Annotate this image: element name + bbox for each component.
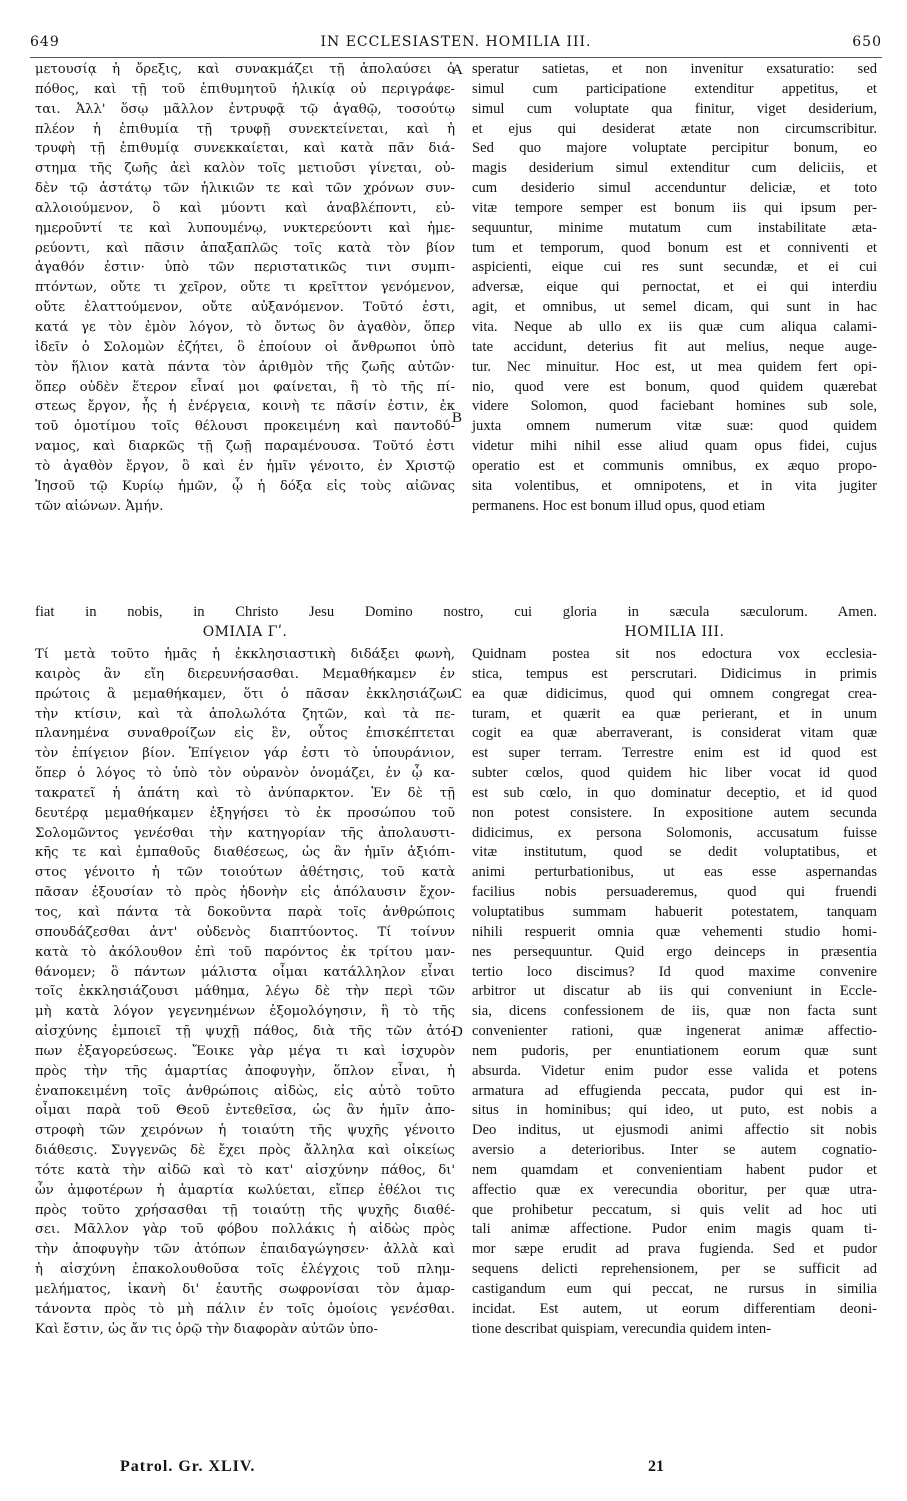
text-line: καιρὸς ἂν εἴη διερευνήσασθαι. Μεμαθήκαμεν ἐν bbox=[35, 666, 455, 682]
text-line: τῶν αἰώνων. Ἀμήν. bbox=[35, 498, 164, 514]
text-line: δὲν τῷ ἀστάτῳ τῶν ἡλικιῶν τε καὶ τῶν χρόνων συν- bbox=[35, 181, 455, 197]
text-line: que prohibetur peccatum, si quis velit ad hoc uti bbox=[472, 1201, 877, 1218]
text-line: οὔτε ἐλαττούμενον, οὔτε αὐξανόμενον. Τοῦτό ἐστι, bbox=[35, 300, 455, 316]
text-line: nihili respuerit omnia quæ vehementi studio homi- bbox=[472, 923, 877, 940]
text-line: stica, tempus est perscrutari. Didicimus in primis bbox=[472, 665, 877, 682]
text-line: τὸ ἀγαθὸν ἔργον, ὃ καὶ ἐν ἡμῖν γένοιτο, ἐν Χριστῷ bbox=[35, 458, 455, 474]
text-line: μὴ κατὰ λόγον γεγενημένων ἐξομολόγησιν, ἣ τὸ τῆς bbox=[35, 1004, 455, 1020]
text-line: armatura ad effugienda peccata, pudor qui est in- bbox=[472, 1082, 877, 1099]
text-line: τακρατεῖ ἡ ἀπάτη καὶ τὸ ἀνύπαρκτον. Ἐν δὲ τῇ bbox=[35, 785, 455, 801]
text-line: πᾶσαν ἐξουσίαν τὸ πρὸς ἡδονὴν εἰς ἀπόλαυσιν ἔχον- bbox=[35, 885, 455, 901]
text-line: cum desiderio simul accenduntur deliciæ, et toto bbox=[472, 180, 877, 197]
text-line: operatio est et communis omnibus, ex æquo propo- bbox=[472, 457, 877, 474]
text-line: vitæ institutum, quod se dedit voluptatibus, et bbox=[472, 844, 877, 861]
text-line: tione describat quispiam, verecundia quidem inten- bbox=[472, 1320, 772, 1337]
text-line: κῆς τε καὶ ἐμπαθοῦς διαθέσεως, ὡς ἂν ἡμῖν ἀξιόπι- bbox=[35, 845, 455, 861]
greek-column-bottom bbox=[35, 645, 455, 1340]
text-line: adversæ, eique qui pernoctat, et ei qui interdiu bbox=[472, 279, 877, 296]
footer-series-label: Patrol. Gr. XLIV. bbox=[120, 1458, 256, 1475]
text-line: non potest consistere. In expositione autem secunda bbox=[472, 804, 877, 821]
text-line: aversio a deterioribus. Inter se autem cognatio- bbox=[472, 1142, 877, 1159]
text-line: nes persequuntur. Quid ergo deinceps in præsentia bbox=[472, 943, 877, 960]
text-line: πόθος, καὶ τῇ τοῦ ἐπιθυμητοῦ ἡλικίᾳ οὐ περιγράφε- bbox=[35, 81, 455, 97]
text-line: tur. Nec minuitur. Hoc est, ut mea quidem fert opi- bbox=[472, 358, 877, 375]
text-line: nio, quod vere est bonum, quod quidem quærebat bbox=[472, 378, 877, 395]
text-line: ἰδεῖν ὁ Σολομὼν ἐζήτει, ὃ ἐποίουν οἱ ἄνθρωποι ὑπὸ bbox=[35, 339, 455, 355]
text-line: magis desiderium simul extenditur cum deliciis, et bbox=[472, 160, 877, 177]
text-line: τὴν ἀποφυγὴν τῶν ἀτόπων ἐπαιδαγώγησεν· ἀλλὰ καὶ bbox=[35, 1242, 455, 1258]
text-line: simul cum voluptate qua finitur, viget desiderium, bbox=[472, 100, 877, 117]
latin-column-bottom bbox=[472, 645, 877, 1340]
text-line: Deo inditus, ut ejusmodi animi affectio sit nobis bbox=[472, 1122, 877, 1139]
text-line: ναμος, καὶ διαρκῶς τῇ ζωῇ παραμένουσα. Τοῦτό ἐστι bbox=[35, 439, 455, 455]
text-line: ἀγαθόν ἐστιν· ὑπὸ τῶν περιστατικῶς τινι συμπι- bbox=[35, 260, 455, 276]
text-line: aspicienti, eique cui res sunt secundæ, et ei cui bbox=[472, 259, 877, 276]
text-line: σπουδάζεσθαι ἀντ' οὐδενὸς διαπτύοντος. Τί τοίνυν bbox=[35, 924, 455, 940]
text-line: αλλοιούμενον, ὃ καὶ μύοντι καὶ ἀναβλέποντι, εὐ- bbox=[35, 200, 455, 216]
text-line: mor sæpe erudit ad prava fugienda. Sed et pudor bbox=[472, 1241, 877, 1258]
text-line: στημα τῆς ζωῆς ἀεὶ καλὸν τοῖς μετιοῦσι γίνεται, οὐ- bbox=[35, 161, 455, 177]
text-line: στος γένοιτο ἡ τῶν τοιούτων ἀθέτησις, τοῦ κατὰ bbox=[35, 865, 455, 881]
margin-marker-a: A bbox=[452, 62, 463, 78]
text-line: τὸν ἐπίγειον βίον. Ἐπίγειον γάρ ἐστι τὸ ὑπουράνιον, bbox=[35, 746, 455, 762]
text-line: ται. Ἀλλ' ὅσῳ μᾶλλον ἐντρυφᾷ τῷ ἀγαθῷ, τοσούτῳ bbox=[35, 101, 455, 117]
text-line: Quidnam postea sit nos edoctura vox ecclesia- bbox=[472, 646, 877, 662]
text-line: sequuntur, minime mutatum cum instabilitate æta- bbox=[472, 219, 877, 236]
text-line: videtur mihi nihil esse aliud quam opus fidei, cujus bbox=[472, 438, 877, 455]
text-line: πλανημένα συναθροίζων εἰς ἓν, οὗτος ἐπισκέπτεται bbox=[35, 726, 455, 742]
text-line: ρεύοντι, καὶ πᾶσιν ἁπαξαπλῶς τοῖς κατὰ τὸν βίον bbox=[35, 240, 455, 256]
text-line: arbitror ut discatur ab iis qui conveniunt in Eccle- bbox=[472, 983, 877, 1000]
left-page-number: 649 bbox=[30, 34, 60, 50]
text-line: agit, et omnibus, ut semel dicam, qui sunt in hac bbox=[472, 299, 877, 316]
text-line: πρώτοις ἃ μεμαθήκαμεν, ὅτι ὁ πᾶσαν ἐκκλησιάζων bbox=[35, 686, 455, 702]
text-line: sequens delicti reprehensionem, per se sufficit ad bbox=[472, 1261, 877, 1278]
text-line: simul cum participatione extenditur appetitus, et bbox=[472, 80, 877, 97]
margin-marker-c: C bbox=[452, 686, 463, 702]
text-line: turam, et quærit ea quæ perierant, et in unum bbox=[472, 705, 877, 722]
text-line: nem pudoris, per enuntiationem eorum quæ sunt bbox=[472, 1042, 877, 1059]
text-line: τὸν ἥλιον κατὰ πάντα τὸν ἀριθμὸν τῆς ζωῆς αὐτῶν· bbox=[35, 359, 455, 375]
right-page-number: 650 bbox=[852, 34, 882, 50]
text-line: tum et temporum, quod bonum est et conniventi et bbox=[472, 239, 877, 256]
text-line: πρὸς τὴν τῆς ἁμαρτίας ἀποφυγὴν, ὅπλον εἶναι, ἡ bbox=[35, 1063, 455, 1079]
text-line: κατά γε τὸν ἐμὸν λόγον, τὸ ὄντως ὂν ἀγαθὸν, ὅπερ bbox=[35, 319, 455, 335]
text-line: didicimus, ex persona Solomonis, accusatum fuisse bbox=[472, 824, 877, 841]
text-line: affectio quæ ex verecundia oboritur, per quæ utra- bbox=[472, 1181, 877, 1198]
text-line: τος, καὶ πάντα τὰ δοκοῦντα παρὰ τοῖς ἀνθρώποις bbox=[35, 904, 455, 920]
text-line: convenienter rationi, quæ ingenerat animæ affectio- bbox=[472, 1023, 877, 1040]
greek-homily-heading: ΟΜΙΛΙΑ Γʹ. bbox=[202, 624, 288, 640]
text-line: est super terram. Terrestre enim est id quod est bbox=[472, 745, 877, 762]
text-line: incidat. Est autem, ut eorum differentiam deoni- bbox=[472, 1300, 877, 1317]
text-line: speratur satietas, et non invenitur exsaturatio: sed bbox=[472, 61, 877, 77]
text-line: tertio loco discimus? Id quod maxime convenire bbox=[472, 963, 877, 980]
text-line: ὅπερ οὐδὲν ἕτερον εἶναί μοι φαίνεται, ἢ τὸ τῆς πί- bbox=[35, 379, 455, 395]
text-line: στροφὴ τῶν χειρόνων ἡ τοιαύτη τῆς ψυχῆς γένοιτο bbox=[35, 1123, 455, 1139]
text-line: μετουσίᾳ ἡ ὄρεξις, καὶ συνακμάζει τῇ ἀπολαύσει ὁ bbox=[35, 62, 455, 77]
text-line: τάνοντα πρὸς τὸ μὴ πάλιν ἐν τοῖς ὁμοίοις γενέσθαι. bbox=[35, 1301, 455, 1317]
text-line: Σολομῶντος γενέσθαι τὴν κατηγορίαν τῆς ἀπολαυστι- bbox=[35, 825, 455, 841]
text-line: δευτέρᾳ μεμαθήκαμεν ἐξηγήσει τὸ ἐκ προσώπου τοῦ bbox=[35, 805, 455, 821]
text-line: τότε κατὰ τὴν αἰδῶ καὶ τὸ κατ' αἰσχύνην πάθος, δι' bbox=[35, 1162, 455, 1178]
closing-doxology-line: fiat in nobis, in Christo Jesu Domino nostro, cui gloria in sæcula sæculorum. Amen. bbox=[35, 604, 877, 620]
text-line: permanens. Hoc est bonum illud opus, quod etiam bbox=[472, 497, 766, 514]
text-line: διάθεσις. Συγγενῶς δὲ ἔχει πρὸς ἄλληλα καὶ οἰκείως bbox=[35, 1143, 455, 1159]
text-line: juxta omnem numerum vitæ suæ: quod quidem bbox=[472, 418, 877, 435]
text-line: μελήματος, ἱκανὴ δι' ἑαυτῆς σωφρονίσαι τὸν ἁμαρ- bbox=[35, 1282, 455, 1297]
text-line: τὴν κτίσιν, καὶ τὰ ἀπολωλότα ζητῶν, καὶ τὰ πε- bbox=[35, 706, 455, 722]
text-line: Καὶ ἔστιν, ὡς ἄν τις ὁρῷ τὴν διαφορὰν αὐτῶν ὑπο- bbox=[35, 1321, 378, 1337]
text-line: πλέον ἡ ἐπιθυμία τῇ τρυφῇ συνεκτείνεται, καὶ ἡ bbox=[35, 121, 455, 137]
text-line: οἶμαι παρὰ τοῦ Θεοῦ ἐντεθεῖσα, ὡς ἂν ἡμῖν ἀπο- bbox=[35, 1103, 455, 1119]
text-line: et ejus qui desiderat ætate non circumscribitur. bbox=[472, 120, 877, 137]
text-line: vita. Neque ab ullo ex iis quæ cum aliqua calami- bbox=[472, 318, 877, 335]
text-line: αἰσχύνης ἐμποιεῖ τῇ ψυχῇ πάθος, διὰ τῆς τῶν ἀτό- bbox=[35, 1024, 455, 1040]
text-line: ἐναποκειμένη τοῖς ἀνθρώποις αἰδὼς, εἰς αὐτὸ τοῦτο bbox=[35, 1083, 455, 1099]
text-line: voluptatibus summam habuerit potestatem, tanquam bbox=[472, 903, 877, 920]
text-line: θάνομεν; ὃ πάντων μάλιστα οἶμαι κατάλληλον εἶναι bbox=[35, 964, 455, 980]
text-line: τρυφὴ τῇ ἐπιθυμίᾳ συνεκκαίεται, καὶ κατὰ πᾶν διά- bbox=[35, 141, 455, 157]
text-line: situs in hominibus; qui ideo, ut puto, est nobis a bbox=[472, 1102, 877, 1119]
margin-markers bbox=[450, 0, 470, 1501]
latin-homily-heading: HOMILIA III. bbox=[624, 624, 725, 640]
text-line: cogit ea quæ aberraverant, is considerat vitam quæ bbox=[472, 725, 877, 742]
text-line: sita volentibus, et omnipotens, et in vita jugiter bbox=[472, 477, 877, 494]
footer-signature-number: 21 bbox=[648, 1458, 664, 1475]
text-line: πτόντων, οὔτε τι χεῖρον, οὔτε τι κρεῖττον γενόμενον, bbox=[35, 280, 455, 296]
text-line: Ἰησοῦ τῷ Κυρίῳ ἡμῶν, ᾧ ἡ δόξα εἰς τοὺς αἰῶνας bbox=[35, 478, 455, 494]
text-line: tali animæ affectione. Pudor enim magis quam ti- bbox=[472, 1221, 877, 1238]
text-line: ὅπερ ὁ λόγος τὸ ὑπὸ τὸν οὐρανὸν ὀνομάζει, ἐν ᾧ κα- bbox=[35, 766, 455, 782]
text-line: castigandum eum qui peccat, ne rursus in similia bbox=[472, 1281, 877, 1297]
text-line: ἡ αἰσχύνη ἐπακολουθοῦσα τοῖς ἐλέγχοις τοῦ πλημ- bbox=[35, 1262, 455, 1278]
text-line: sia, dicens confessionem de iis, quæ non facta sunt bbox=[472, 1003, 877, 1020]
text-line: ea quæ didicimus, quod qui omnem congregat crea- bbox=[472, 685, 877, 702]
text-line: tate accidunt, deterius fit aut melius, neque auge- bbox=[472, 338, 877, 355]
text-line: vitæ tempore semper est bonum iis qui ipsum per- bbox=[472, 199, 877, 216]
text-line: est sub cœlo, in quo dominatur deceptio, et id quod bbox=[472, 784, 877, 801]
text-line: σει. Μᾶλλον γὰρ τοῦ φόβου πολλάκις ἡ αἰδὼς πρὸς bbox=[35, 1222, 455, 1238]
text-line: ημεροῦντί τε καὶ λυπουμένῳ, νυκτερεύοντι καὶ ἡμε- bbox=[35, 220, 455, 236]
text-line: τοῦ ὁμοτίμου τοῖς θέλουσι προκειμένη καὶ παντοδύ- bbox=[35, 419, 455, 435]
text-line: Τί μετὰ τοῦτο ἡμᾶς ἡ ἐκκλησιαστικὴ διδάξει φωνὴ, bbox=[35, 647, 455, 662]
margin-marker-b: B bbox=[452, 410, 463, 426]
text-line: στεως ἔργον, ἧς ἡ ἐνέργεια, κοινὴ τε πᾶσίν ἐστιν, ἐκ bbox=[35, 399, 455, 415]
text-line: κατὰ τὸ ἀκόλουθον ἐπὶ τοῦ παρόντος ἐκ τρίτου μαν- bbox=[35, 944, 455, 960]
text-line: πων ἐξαγορεύσεως. Ἔοικε γὰρ μέγα τι καὶ ἰσχυρὸν bbox=[35, 1043, 455, 1059]
greek-column-top bbox=[35, 60, 455, 516]
text-line: Sed quo majore voluptate percipitur bonum, eo bbox=[472, 140, 877, 157]
text-line: absurda. Videtur enim pudor esse valida et potens bbox=[472, 1062, 877, 1079]
text-line: animi perturbationibus, ut eas esse aspernandas bbox=[472, 864, 877, 881]
latin-column-top bbox=[472, 60, 877, 516]
running-title: IN ECCLESIASTEN. HOMILIA III. bbox=[320, 34, 592, 50]
margin-marker-d: D bbox=[452, 1024, 463, 1040]
text-line: πρὸς τοῦτο χρήσασθαι τῇ τοιαύτῃ τῆς ψυχῆς διαθέ- bbox=[35, 1202, 455, 1218]
text-line: nem quamdam et convenientiam habent pudor et bbox=[472, 1161, 877, 1178]
text-line: τοῖς ἐκκλησιάζουσι μάθημα, λέγω δὲ τὴν περὶ τῶν bbox=[35, 984, 455, 1000]
text-line: facilius nobis persuaderemus, quod qui fruendi bbox=[472, 884, 877, 901]
text-line: ὧν ἀμφοτέρων ἡ ἁμαρτία κωλύεται, εἴπερ ἐθέλοι τις bbox=[35, 1182, 455, 1198]
text-line: videre Solomon, quod faciebant homines sub sole, bbox=[472, 398, 877, 415]
text-line: subter cœlos, quod quidem hic liber vocat id quod bbox=[472, 765, 877, 782]
